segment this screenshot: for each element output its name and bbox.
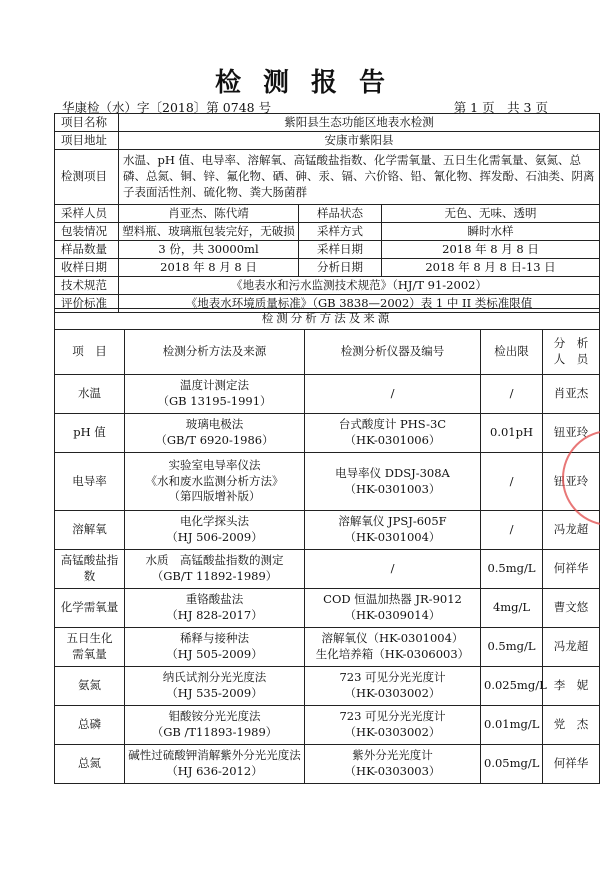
row-method: 玻璃电极法 （GB/T 6920-1986） <box>125 414 305 453</box>
column-header-analyst: 分 析 人 员 <box>543 330 600 375</box>
row-limit: 0.025mg/L <box>481 667 543 706</box>
table-row <box>55 453 600 511</box>
row-method: 实验室电导率仪法 《水和废水监测分析方法》 （第四版增补版） <box>125 453 305 511</box>
samplers-label: 采样人员 <box>55 205 119 223</box>
row-instrument: 台式酸度计 PHS-3C （HK-0301006） <box>305 414 481 453</box>
document-number: 华康检（水）字〔2018〕第 0748 号 <box>62 100 272 115</box>
row-item: 化学需氧量 <box>55 589 125 628</box>
quantity-label: 样品数量 <box>55 241 119 259</box>
row-method: 稀释与接种法 （HJ 505-2009） <box>125 628 305 667</box>
row-instrument: COD 恒温加热器 JR-9012 （HK-0309014） <box>305 589 481 628</box>
section-title: 检测分析方法及来源 <box>55 309 600 330</box>
table-row <box>55 706 600 745</box>
row-item: 电导率 <box>55 453 125 511</box>
row-method: 钼酸铵分光光度法 （GB /T11893-1989） <box>125 706 305 745</box>
table-row <box>55 550 600 589</box>
row-item: 高锰酸盐指数 <box>55 550 125 589</box>
analysis-date-value: 2018 年 8 月 8 日-13 日 <box>382 259 600 277</box>
row-instrument: 紫外分光光度计 （HK-0303003） <box>305 745 481 784</box>
row-limit: 0.01pH <box>481 414 543 453</box>
receive-date-value: 2018 年 8 月 8 日 <box>119 259 299 277</box>
sampling-method-value: 瞬时水样 <box>382 223 600 241</box>
row-instrument: 723 可见分光光度计 （HK-0303002） <box>305 667 481 706</box>
test-items-value: 水温、pH 值、电导率、溶解氧、高锰酸盐指数、化学需氧量、五日生化需氧量、氨氮、总磷、总氮、铜、锌、氟化物、硒、砷、汞、镉、六价铬、铅、氰化物、挥发酚、石油类、阴离子表面活性剂、硫化物、粪大肠菌群 <box>119 150 600 205</box>
project-name-value: 紫阳县生态功能区地表水检测 <box>119 114 600 132</box>
row-item: 五日生化 需氧量 <box>55 628 125 667</box>
test-items-label: 检测项目 <box>55 150 119 205</box>
column-header-item: 项 目 <box>55 330 125 375</box>
column-header-method: 检测分析方法及来源 <box>125 330 305 375</box>
address-value: 安康市紫阳县 <box>119 132 600 150</box>
report-info-table <box>54 113 600 313</box>
row-method: 水质 高锰酸盐指数的测定 （GB/T 11892-1989） <box>125 550 305 589</box>
report-title: 检测报告 <box>214 68 407 98</box>
row-limit: 0.5mg/L <box>481 550 543 589</box>
row-analyst: 何祥华 <box>543 745 600 784</box>
row-analyst: 曹文悠 <box>543 589 600 628</box>
row-analyst: 党 杰 <box>543 706 600 745</box>
analysis-date-label: 分析日期 <box>299 259 382 277</box>
receive-date-label: 收样日期 <box>55 259 119 277</box>
row-limit: 4mg/L <box>481 589 543 628</box>
sample-state-label: 样品状态 <box>299 205 382 223</box>
row-analyst: 肖亚杰 <box>543 375 600 414</box>
sample-state-value: 无色、无味、透明 <box>382 205 600 223</box>
row-instrument: 电导率仪 DDSJ-308A （HK-0301003） <box>305 453 481 511</box>
row-method: 碱性过硫酸钾消解紫外分光光度法 （HJ 636-2012） <box>125 745 305 784</box>
column-header-instrument: 检测分析仪器及编号 <box>305 330 481 375</box>
row-item: 水温 <box>55 375 125 414</box>
project-name-label: 项目名称 <box>55 114 119 132</box>
row-instrument: 溶解氧仪 JPSJ-605F （HK-0301004） <box>305 511 481 550</box>
row-item: 氨氮 <box>55 667 125 706</box>
row-instrument: / <box>305 375 481 414</box>
row-method: 重铬酸盐法 （HJ 828-2017） <box>125 589 305 628</box>
table-row <box>55 589 600 628</box>
sampling-date-label: 采样日期 <box>299 241 382 259</box>
row-instrument: / <box>305 550 481 589</box>
standard-value: 《地表水环境质量标准》（GB 3838—2002）表 1 中 II 类标准限值 <box>119 295 600 313</box>
packaging-label: 包装情况 <box>55 223 119 241</box>
page-info: 第 1 页 共 3 页 <box>453 100 548 115</box>
methods-table <box>54 308 600 784</box>
row-analyst: 钮亚玲 <box>543 453 600 511</box>
packaging-value: 塑料瓶、玻璃瓶包装完好，无破损 <box>119 223 299 241</box>
row-limit: 0.5mg/L <box>481 628 543 667</box>
row-limit: / <box>481 453 543 511</box>
address-label: 项目地址 <box>55 132 119 150</box>
row-analyst: 冯龙超 <box>543 628 600 667</box>
quantity-value: 3 份，共 30000ml <box>119 241 299 259</box>
row-analyst: 李 妮 <box>543 667 600 706</box>
table-row <box>55 511 600 550</box>
row-analyst: 何祥华 <box>543 550 600 589</box>
table-row <box>55 745 600 784</box>
row-analyst: 钮亚玲 <box>543 414 600 453</box>
row-item: 总磷 <box>55 706 125 745</box>
row-instrument: 溶解氧仪（HK-0301004） 生化培养箱（HK-0306003） <box>305 628 481 667</box>
standard-label: 评价标准 <box>55 295 119 313</box>
table-row <box>55 667 600 706</box>
tech-spec-label: 技术规范 <box>55 277 119 295</box>
table-row <box>55 628 600 667</box>
row-method: 电化学探头法 （HJ 506-2009） <box>125 511 305 550</box>
row-item: 总氮 <box>55 745 125 784</box>
row-method: 纳氏试剂分光光度法 （HJ 535-2009） <box>125 667 305 706</box>
tech-spec-value: 《地表水和污水监测技术规范》（HJ/T 91-2002） <box>119 277 600 295</box>
table-row <box>55 375 600 414</box>
row-analyst: 冯龙超 <box>543 511 600 550</box>
row-limit: 0.05mg/L <box>481 745 543 784</box>
row-item: pH 值 <box>55 414 125 453</box>
row-limit: / <box>481 375 543 414</box>
row-method: 温度计测定法 （GB 13195-1991） <box>125 375 305 414</box>
sampling-date-value: 2018 年 8 月 8 日 <box>382 241 600 259</box>
column-header-limit: 检出限 <box>481 330 543 375</box>
samplers-value: 肖亚杰、陈代靖 <box>119 205 299 223</box>
row-limit: / <box>481 511 543 550</box>
row-item: 溶解氧 <box>55 511 125 550</box>
row-limit: 0.01mg/L <box>481 706 543 745</box>
row-instrument: 723 可见分光光度计 （HK-0303002） <box>305 706 481 745</box>
sampling-method-label: 采样方式 <box>299 223 382 241</box>
table-row <box>55 414 600 453</box>
